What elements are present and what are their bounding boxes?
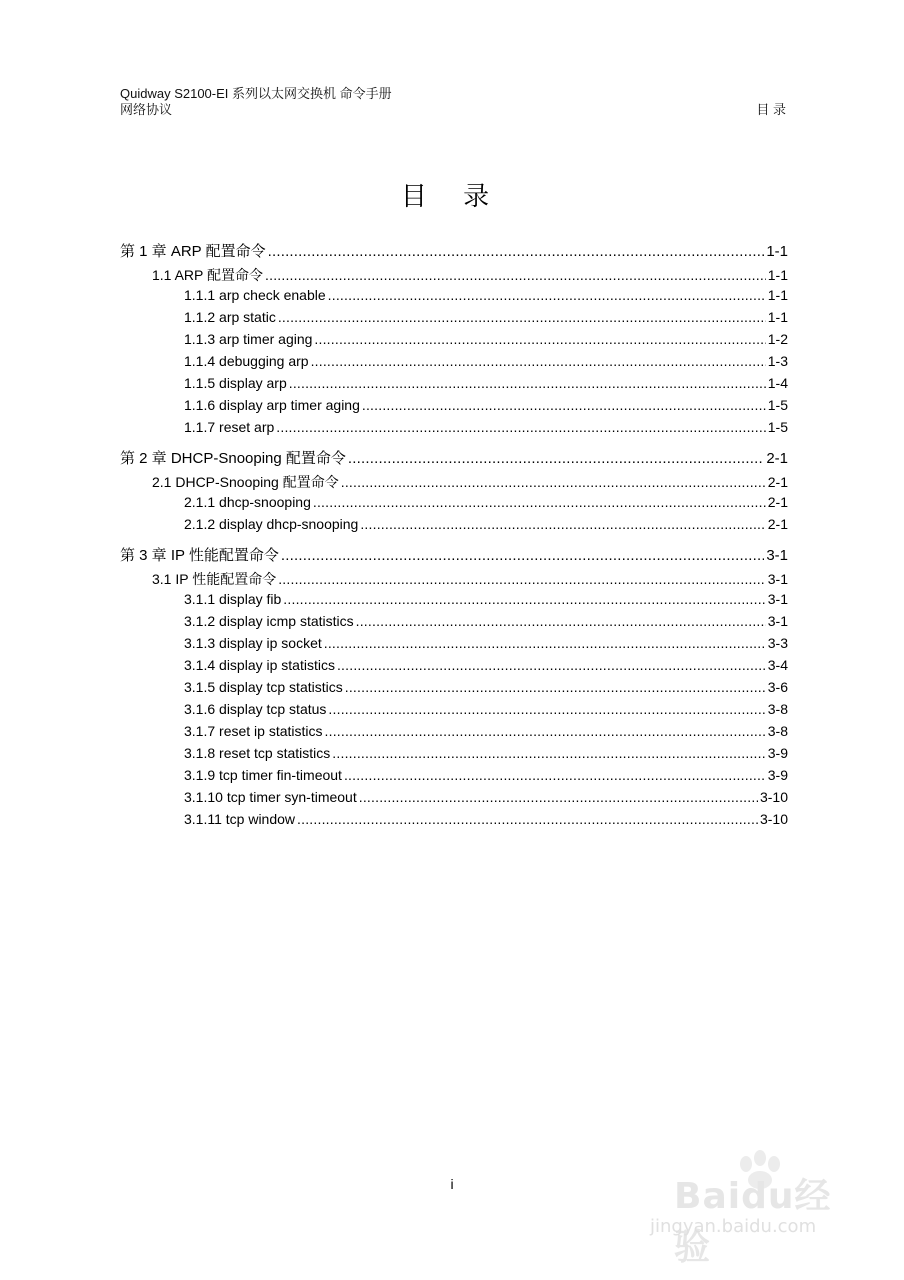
toc-entry-page: 2-1 [766,450,788,467]
toc-entry-page: 3-10 [759,811,788,827]
toc-leader-dots [344,767,766,783]
toc-entry-label: 第 1 章 ARP 配置命令 [120,243,266,260]
toc-entry-label: 1.1.6 display arp timer aging [184,397,360,413]
toc-entry-page: 1-5 [767,397,788,413]
toc-entry-page: 3-8 [767,701,788,717]
toc-entry-label: 1.1.7 reset arp [184,419,275,435]
toc-entry-page: 1-1 [767,309,788,325]
toc-entry[interactable] [120,613,788,635]
toc-entry-label: 3.1.3 display ip socket [184,635,322,651]
toc-entry[interactable] [120,745,788,767]
toc-entry[interactable] [120,494,788,516]
header-chapter: 目 录 [756,102,786,117]
toc-entry-label: 2.1 DHCP-Snooping 配置命令 [152,474,339,490]
toc-entry-label: 3.1.10 tcp timer syn-timeout [184,789,357,805]
toc-entry-label: 1.1.3 arp timer aging [184,331,313,347]
toc-entry[interactable] [120,331,788,353]
toc-entry[interactable] [120,701,788,723]
toc-leader-dots [281,547,764,564]
toc-leader-dots [362,397,766,413]
toc-entry-page: 1-4 [767,375,788,391]
header-manual-title: Quidway S2100-EI 系列以太网交换机 命令手册 [120,86,392,101]
toc-entry[interactable] [120,591,788,613]
toc-entry[interactable] [120,375,788,397]
page-number: i [450,1176,454,1192]
toc-leader-dots [328,287,766,303]
toc-leader-dots [289,375,766,391]
toc-entry[interactable] [120,516,788,538]
toc-leader-dots [324,635,766,651]
toc-entry-label: 3.1.5 display tcp statistics [184,679,343,695]
toc-entry[interactable] [120,447,788,469]
toc-entry-page: 2-1 [767,516,788,532]
toc-entry-label: 1.1.4 debugging arp [184,353,309,369]
toc-entry-page: 3-3 [767,635,788,651]
toc-leader-dots [313,494,766,510]
toc-entry[interactable] [120,397,788,419]
toc-entry-page: 2-1 [767,474,788,490]
toc-entry-label: 3.1.7 reset ip statistics [184,723,323,739]
toc-entry[interactable] [120,419,788,441]
toc-entry[interactable] [120,287,788,309]
toc-entry-label: 第 3 章 IP 性能配置命令 [120,547,279,564]
toc-entry-page: 2-1 [767,494,788,510]
toc-entry-label: 3.1.11 tcp window [184,811,296,827]
toc-entry-label: 1.1.1 arp check enable [184,287,326,303]
toc-entry-label: 2.1.2 display dhcp-snooping [184,516,359,532]
toc-entry-page: 1-5 [767,419,788,435]
toc-leader-dots [283,591,765,607]
toc-entry-label: 2.1.1 dhcp-snooping [184,494,311,510]
toc-entry-label: 3.1.1 display fib [184,591,282,607]
toc-entry-page: 1-3 [767,353,788,369]
toc-entry[interactable] [120,679,788,701]
toc-entry-page: 3-1 [766,547,788,564]
toc-entry[interactable] [120,353,788,375]
toc-entry-label: 1.1.5 display arp [184,375,287,391]
toc-leader-dots [276,419,765,435]
watermark-url: jingyan.baidu.com [650,1216,817,1237]
toc-entry[interactable] [120,723,788,745]
toc-entry[interactable] [120,309,788,331]
toc-entry[interactable] [120,472,788,494]
toc-leader-dots [360,516,765,532]
toc-entry[interactable] [120,657,788,679]
toc-entry-label: 1.1 ARP 配置命令 [152,267,264,283]
toc-entry-page: 1-2 [767,331,788,347]
toc-entry-page: 3-1 [767,571,788,587]
toc-entry-page: 3-10 [759,789,788,805]
toc-entry[interactable] [120,767,788,789]
toc-entry-label: 3.1 IP 性能配置命令 [152,571,277,587]
toc-leader-dots [311,353,766,369]
baidu-watermark [644,1150,864,1268]
toc-leader-dots [328,701,765,717]
toc-leader-dots [314,331,765,347]
table-of-contents [120,240,788,833]
toc-entry-page: 3-1 [767,591,788,607]
toc-entry-label: 3.1.9 tcp timer fin-timeout [184,767,342,783]
toc-entry-page: 1-1 [767,287,788,303]
page-header [120,86,786,118]
toc-leader-dots [297,811,758,827]
toc-leader-dots [265,267,766,283]
toc-entry-page: 3-6 [767,679,788,695]
toc-leader-dots [359,789,758,805]
toc-entry-label: 1.1.2 arp static [184,309,276,325]
toc-leader-dots [278,571,766,587]
toc-entry-page: 3-1 [767,613,788,629]
toc-entry-page: 3-9 [767,745,788,761]
toc-leader-dots [348,450,764,467]
page-title: 目 录 [400,182,504,212]
toc-entry[interactable] [120,789,788,811]
toc-entry-page: 1-1 [767,267,788,283]
toc-entry[interactable] [120,569,788,591]
toc-leader-dots [341,474,766,490]
toc-entry-label: 3.1.8 reset tcp statistics [184,745,331,761]
toc-leader-dots [268,243,765,260]
toc-leader-dots [325,723,766,739]
toc-entry[interactable] [120,811,788,833]
toc-leader-dots [356,613,766,629]
toc-leader-dots [345,679,766,695]
toc-entry[interactable] [120,240,788,262]
watermark-brand: Baidu经验 [674,1176,832,1268]
toc-entry-page: 3-8 [767,723,788,739]
toc-leader-dots [278,309,766,325]
toc-entry[interactable] [120,544,788,566]
toc-entry[interactable] [120,265,788,287]
toc-leader-dots [332,745,765,761]
toc-entry-label: 第 2 章 DHCP-Snooping 配置命令 [120,450,346,467]
toc-entry-page: 1-1 [766,243,788,260]
toc-entry-label: 3.1.4 display ip statistics [184,657,335,673]
toc-entry[interactable] [120,635,788,657]
header-section: 网络协议 [120,102,173,117]
toc-entry-label: 3.1.2 display icmp statistics [184,613,354,629]
toc-entry-label: 3.1.6 display tcp status [184,701,327,717]
toc-leader-dots [337,657,766,673]
toc-entry-page: 3-9 [767,767,788,783]
toc-entry-page: 3-4 [767,657,788,673]
